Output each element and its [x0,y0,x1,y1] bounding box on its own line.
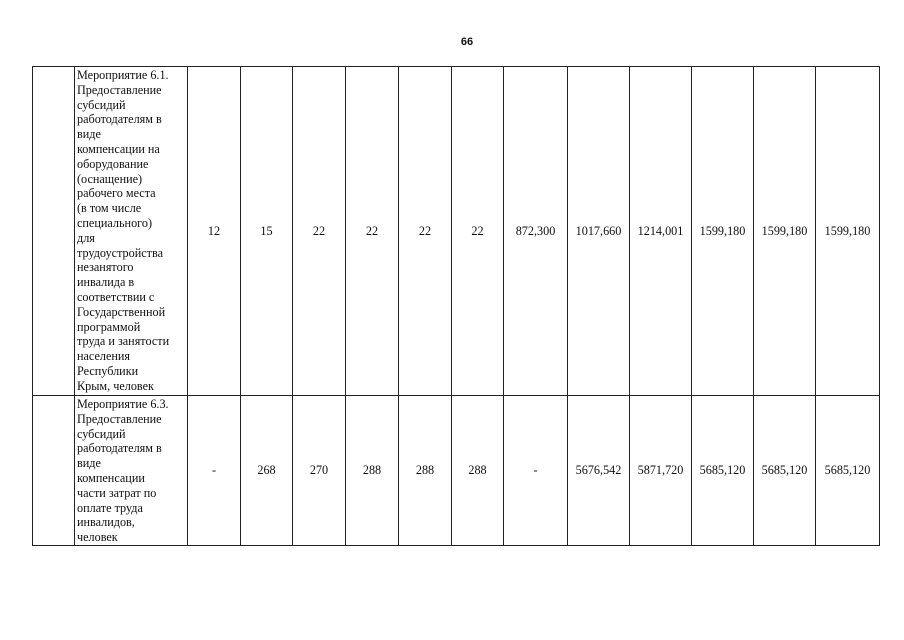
description-line: трудоустройства [77,245,163,260]
description-line: инвалидов, [77,515,135,530]
value-cell: 288 [346,396,399,546]
description-line: виде [77,456,101,471]
value-cell: 22 [293,67,346,396]
description-line: оборудование [77,156,149,171]
description-line: части затрат по [77,485,157,500]
value-cell: 268 [241,396,293,546]
description-line: (в том числе [77,201,142,216]
description-line: Республики [77,363,139,378]
description-line: Государственной [77,304,166,319]
value-cell: 1017,660 [568,67,630,396]
table-row [33,67,880,396]
description-line: субсидий [77,97,126,112]
value-cell: - [188,396,241,546]
value-cell: 288 [452,396,504,546]
table-row [33,396,880,546]
description-line: оплате труда [77,500,143,515]
description-line: работодателям в [77,441,162,456]
description-line: программой [77,319,141,334]
description-line: соответствии с [77,289,155,304]
value-cell: 22 [399,67,452,396]
description-line: компенсации [77,470,145,485]
row-index-cell [33,396,75,546]
description-line: Мероприятие 6.3. [77,397,169,411]
value-cell: 22 [346,67,399,396]
value-cell: 15 [241,67,293,396]
description-line: населения [77,349,131,364]
description-line: виде [77,127,101,142]
value-cell: 5685,120 [816,396,880,546]
description-line: Предоставление [77,411,162,426]
description-line: Крым, человек [77,378,154,393]
description-line: Мероприятие 6.1. [77,68,169,82]
value-cell: - [504,396,568,546]
value-cell: 1599,180 [816,67,880,396]
value-cell: 5871,720 [630,396,692,546]
row-index-cell [33,67,75,396]
description-line: инвалида в [77,275,135,290]
description-line: для [77,230,95,245]
row-description-cell [75,396,188,546]
description-line: рабочего места [77,186,156,201]
description-line: незанятого [77,260,134,275]
row-description-cell [75,67,188,396]
value-cell: 288 [399,396,452,546]
value-cell: 1599,180 [692,67,754,396]
description-line: работодателям в [77,112,162,127]
data-table [32,66,880,546]
description-line: субсидий [77,426,126,441]
value-cell: 12 [188,67,241,396]
value-cell: 270 [293,396,346,546]
page-number: 66 [460,36,474,48]
description-line: специального) [77,215,153,230]
description-line: человек [77,530,118,545]
value-cell: 5685,120 [692,396,754,546]
description-line: (оснащение) [77,171,143,186]
value-cell: 872,300 [504,67,568,396]
description-line: Предоставление [77,82,162,97]
value-cell: 1599,180 [754,67,816,396]
value-cell: 22 [452,67,504,396]
description-line: компенсации на [77,141,160,156]
value-cell: 5676,542 [568,396,630,546]
description-line: труда и занятости [77,334,170,349]
value-cell: 1214,001 [630,67,692,396]
value-cell: 5685,120 [754,396,816,546]
